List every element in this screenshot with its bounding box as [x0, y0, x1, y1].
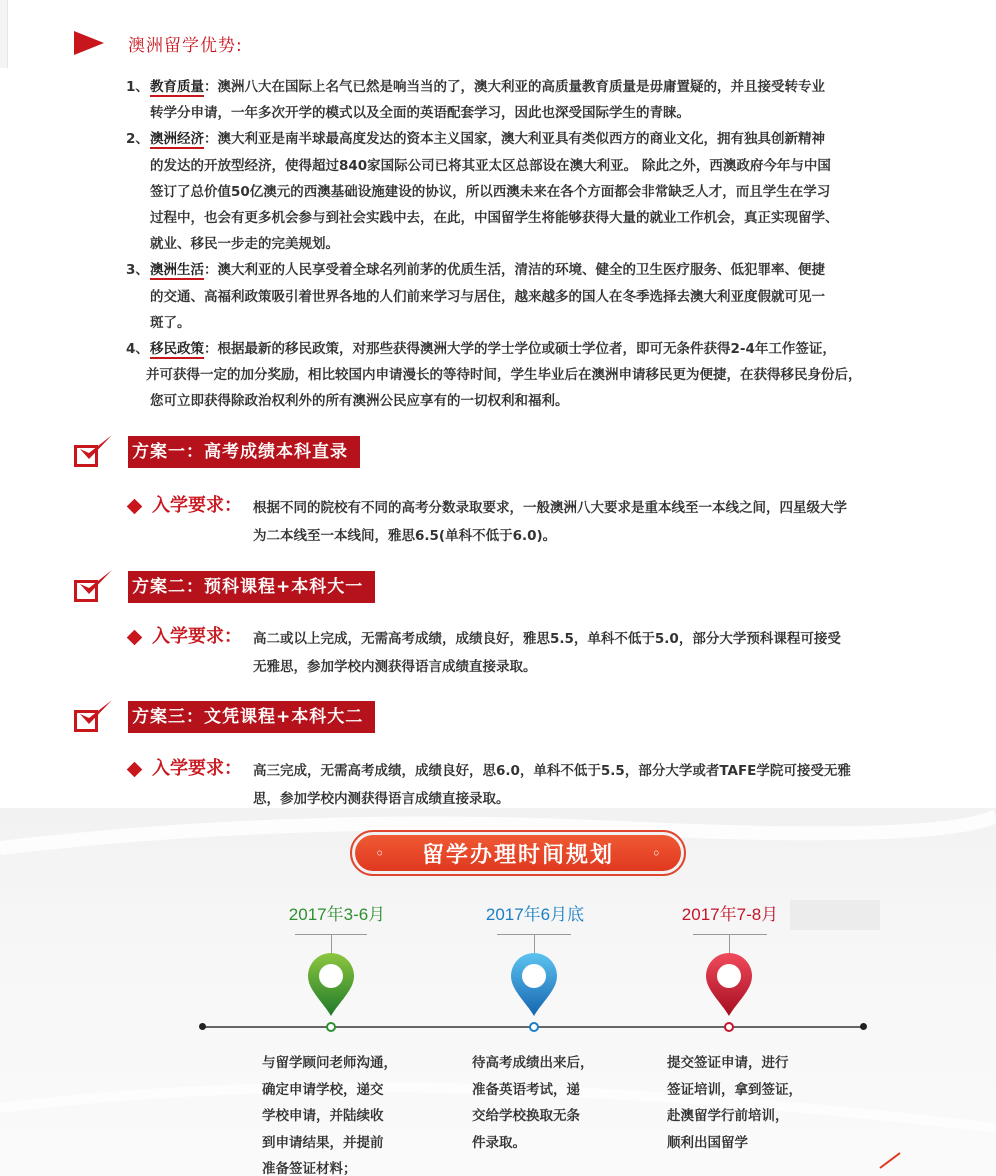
- description-line: 到申请结果，并提前: [262, 1134, 384, 1151]
- plan-heading-2: [74, 571, 375, 603]
- advantage-line: 签订了总价值50亿澳元的西澳基础设施建设的协议，所以西澳未来在各个方面都会非常缺乏人才，而且学生在学习: [150, 183, 831, 200]
- stage-date-2: 2017年6月底: [485, 905, 585, 924]
- description-line: 顺利出国留学: [667, 1134, 748, 1151]
- description-line: 提交签证申请，进行: [667, 1055, 789, 1071]
- checkbox-check-icon: [74, 437, 110, 467]
- timeline-title: 留学办理时间规划: [421, 842, 614, 868]
- advantage-number: 4、: [126, 341, 149, 358]
- requirement-line: 高三完成，无需高考成绩，成绩良好，思6.0，单科不低于5.5，部分大学或者TAFE学院可接受无雅: [253, 763, 851, 779]
- description-line: 确定申请学校，递交: [262, 1081, 384, 1098]
- stage-underline: [693, 934, 767, 935]
- stage-stem: [729, 934, 730, 954]
- advantage-line: ：澳洲八大在国际上名气已然是响当当的了，澳大利亚的高质量教育质量是毋庸置疑的，并且接受转专业: [204, 79, 825, 95]
- requirement-label: 入学要求：: [126, 623, 242, 651]
- description-line: 件录取。: [472, 1134, 526, 1151]
- stage-date-3: 2017年7-8月: [681, 905, 779, 924]
- advantage-line: ：澳大利亚是南半球最高度发达的资本主义国家，澳大利亚具有类似西方的商业文化，拥有独具创新精神: [204, 131, 825, 148]
- plan-title: 方案三：文凭课程+本科大二: [128, 701, 375, 733]
- description-line: 准备英语考试，递: [472, 1081, 580, 1098]
- plan-requirements-2: [126, 625, 946, 681]
- stage-description-2: [472, 1050, 594, 1156]
- advantage-line: ：根据最新的移民政策，对那些获得澳洲大学的学士学位或硕士学位者，即可无条件获得2-4年工作签证，: [204, 341, 836, 358]
- advantage-line: ：澳大利亚的人民享受着全球名列前茅的优质生活，清洁的环境、健全的卫生医疗服务、低犯罪率、便捷: [204, 262, 825, 279]
- description-line: 赴澳留学行前培训，: [667, 1108, 789, 1124]
- requirement-label: 入学要求：: [126, 492, 242, 520]
- diamond-bullet-icon: [127, 498, 143, 514]
- timeline-section: [0, 808, 996, 1176]
- advantage-number: 1、: [126, 79, 149, 95]
- requirement-line: 根据不同的院校有不同的高考分数录取要求，一般澳洲八大要求是重本线至一本线之间，四星级大学: [253, 500, 847, 516]
- plan-requirements-3: [126, 757, 946, 813]
- advantage-key: 移民政策: [150, 341, 204, 358]
- circle-dot-icon: ◦: [375, 843, 385, 863]
- plan-title: 方案一：高考成绩本科直录: [128, 436, 360, 468]
- stage-description-3: [667, 1050, 802, 1156]
- advantage-line: 过程中，也会有更多机会参与到社会实践中去，在此，中国留学生将能够获得大量的就业工作机会，真正实现留学、: [150, 210, 839, 227]
- plan-heading-3: [74, 701, 375, 733]
- axis-end-dot: [860, 1023, 867, 1030]
- stage-stem: [534, 934, 535, 954]
- advantage-line: 并可获得一定的加分奖励，相比较国内申请漫长的等待时间，学生毕业后在澳洲申请移民更为便捷，在获得移民身份后，: [146, 367, 862, 384]
- advantage-key: 教育质量: [150, 79, 204, 95]
- advantage-item-education: [126, 74, 966, 126]
- diamond-bullet-icon: [127, 761, 143, 777]
- plan-requirements-1: [126, 494, 946, 550]
- checkbox-check-icon: [74, 572, 110, 602]
- advantages-title: 澳洲留学优势:: [128, 35, 243, 56]
- checkbox-check-icon: [74, 702, 110, 732]
- description-line: 学校申请，并陆续收: [262, 1108, 384, 1124]
- location-pin-icon: [703, 952, 755, 1018]
- stage-date-1: 2017年3-6月: [288, 905, 386, 924]
- location-pin-icon: [508, 952, 560, 1018]
- stage-description-1: [262, 1050, 397, 1176]
- requirement-line: 无雅思，参加学校内测获得语言成绩直接录取。: [253, 659, 537, 675]
- arrow-right-icon: [74, 31, 104, 55]
- advantage-line: 您可立即获得除政治权利外的所有澳洲公民应享有的一切权利和福利。: [150, 393, 569, 410]
- description-line: 准备签证材料；: [262, 1161, 357, 1176]
- advantage-number: 3、: [126, 262, 149, 279]
- advantage-line: 的交通、高福利政策吸引着世界各地的人们前来学习与居住，越来越多的国人在冬季选择去澳大利亚度假就可见一: [150, 288, 825, 305]
- plan-heading-1: [74, 436, 360, 468]
- advantage-line: 的发达的开放型经济，使得超过840家国际公司已将其亚太区总部设在澳大利亚。 除此之外，西澳政府今年与中国: [150, 157, 831, 174]
- requirement-line: 思，参加学校内测获得语言成绩直接录取。: [253, 791, 510, 807]
- requirement-label: 入学要求：: [126, 755, 242, 783]
- circle-dot-icon: ◦: [651, 843, 661, 863]
- description-line: 签证培训，拿到签证，: [667, 1081, 802, 1098]
- timeline-node: [529, 1022, 539, 1032]
- description-line: 与留学顾问老师沟通，: [262, 1055, 397, 1071]
- advantage-key: 澳洲经济: [150, 131, 204, 148]
- advantage-item-life: [126, 257, 966, 336]
- advantage-number: 2、: [126, 131, 149, 148]
- timeline-banner: [350, 830, 686, 876]
- requirement-line: 高二或以上完成，无需高考成绩，成绩良好，雅思5.5，单科不低于5.0，部分大学预科课程可接受: [253, 631, 841, 647]
- decorative-block: [790, 900, 880, 930]
- advantage-item-immigration: [126, 336, 966, 415]
- timeline-node: [724, 1022, 734, 1032]
- timeline-node: [326, 1022, 336, 1032]
- requirement-line: 为二本线至一本线间，雅思6.5(单科不低于6.0)。: [253, 528, 557, 544]
- advantages-list: [126, 74, 966, 415]
- description-line: 待高考成绩出来后，: [472, 1055, 594, 1071]
- left-edge-decoration: [0, 0, 8, 68]
- advantage-key: 澳洲生活: [150, 262, 204, 279]
- stage-stem: [331, 934, 332, 954]
- advantage-line: 就业、移民一步走的完美规划。: [150, 236, 339, 253]
- description-line: 交给学校换取无条: [472, 1108, 580, 1124]
- location-pin-icon: [305, 952, 357, 1018]
- plan-title: 方案二：预科课程+本科大一: [128, 571, 375, 603]
- axis-start-dot: [199, 1023, 206, 1030]
- advantage-line: 转学分申请，一年多次开学的模式以及全面的英语配套学习，因此也深受国际学生的青睐。: [150, 105, 690, 122]
- diamond-bullet-icon: [127, 629, 143, 645]
- advantage-item-economy: [126, 126, 966, 257]
- advantage-line: 斑了。: [150, 314, 191, 331]
- advantages-heading: [74, 28, 243, 58]
